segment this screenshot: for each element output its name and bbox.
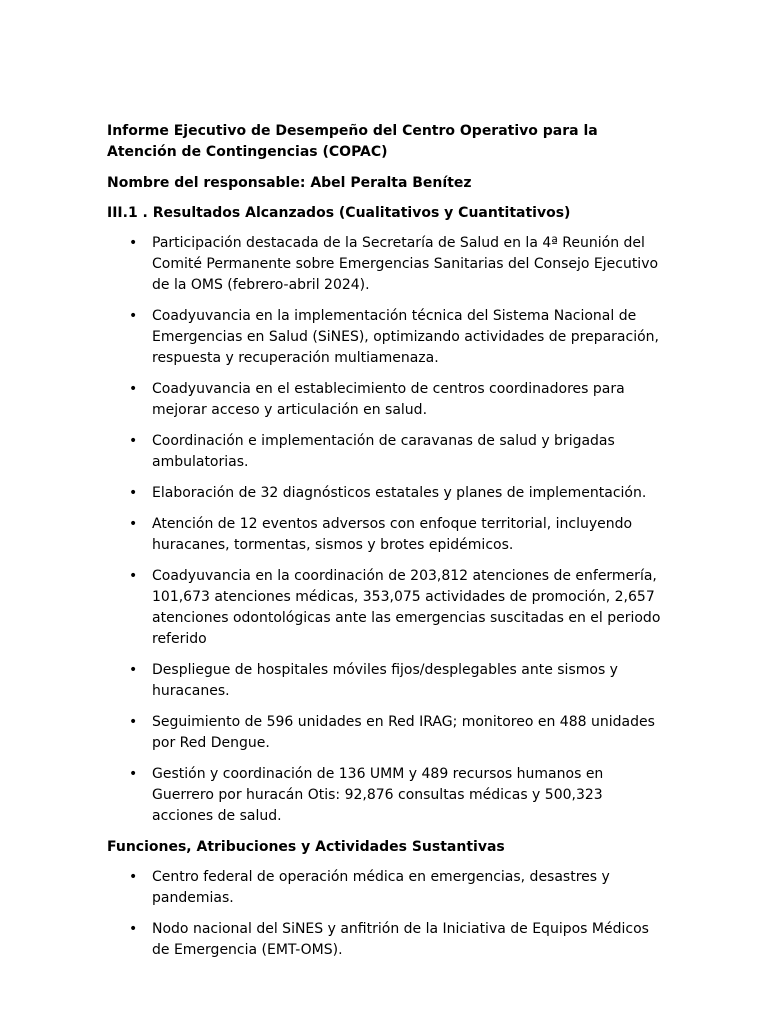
list-item-text: Participación destacada de la Secretaría de Salud en la 4ª Reunión del Comité Permanente sobre Emergencias Sanitarias del Consejo Ejecutivo de la OMS (febrero-abril 2024). [152,235,659,293]
list-item [107,712,668,754]
list-item [107,306,668,369]
list-item-text: Coordinación e implementación de caravanas de salud y brigadas ambulatorias. [152,433,615,470]
list-item-text: Atención de 12 eventos adversos con enfoque territorial, incluyendo huracanes, tormentas, sismos y brotes epidémicos. [152,516,633,553]
bullet-icon: • [129,308,138,324]
list-item-text: Seguimiento de 596 unidades en Red IRAG; monitoreo en 488 unidades por Red Dengue. [152,714,655,751]
document-title: Informe Ejecutivo de Desempeño del Centro Operativo para la Atención de Contingencias (COPAC) [107,123,598,160]
list-item [107,431,668,473]
list-item-text: Coadyuvancia en la implementación técnica del Sistema Nacional de Emergencias en Salud (SiNES), optimizando actividades de preparación, respuesta y recuperación multiamenaza. [152,308,659,366]
list-item [107,660,668,702]
list-item [107,483,668,504]
bullet-icon: • [129,921,138,937]
list-item [107,764,668,827]
list-item [107,919,668,961]
list-item [107,514,668,556]
list-item-text: Gestión y coordinación de 136 UMM y 489 recursos humanos en Guerrero por huracán Otis: 92,876 consultas médicas y 500,323 acciones de salud. [152,766,604,824]
list-item [107,379,668,421]
bullet-icon: • [129,766,138,782]
list-item [107,566,668,650]
bullet-icon: • [129,662,138,678]
bullet-icon: • [129,433,138,449]
list-item-text: Despliegue de hospitales móviles fijos/desplegables ante sismos y huracanes. [152,662,618,699]
section-heading-results: III.1 . Resultados Alcanzados (Cualitativos y Cuantitativos) [107,205,571,221]
results-list [107,233,668,827]
bullet-icon: • [129,235,138,251]
list-item [107,867,668,909]
bullet-icon: • [129,869,138,885]
bullet-icon: • [129,714,138,730]
bullet-icon: • [129,516,138,532]
bullet-icon: • [129,381,138,397]
section-heading-functions: Funciones, Atribuciones y Actividades Sustantivas [107,839,505,855]
list-item-text: Elaboración de 32 diagnósticos estatales y planes de implementación. [152,485,647,501]
list-item-text: Nodo nacional del SiNES y anfitrión de la Iniciativa de Equipos Médicos de Emergencia (EMT-OMS). [152,921,649,958]
bullet-icon: • [129,485,138,501]
bullet-icon: • [129,568,138,584]
functions-list [107,867,668,961]
responsible-name: Nombre del responsable: Abel Peralta Benítez [107,175,472,191]
list-item-text: Coadyuvancia en la coordinación de 203,812 atenciones de enfermería, 101,673 atenciones médicas, 353,075 actividades de promoción, 2,657 atenciones odontológicas ante las emergencias suscitadas en el periodo referido [152,568,661,647]
list-item-text: Centro federal de operación médica en emergencias, desastres y pandemias. [152,869,610,906]
list-item-text: Coadyuvancia en el establecimiento de centros coordinadores para mejorar acceso y articulación en salud. [152,381,625,418]
list-item [107,233,668,296]
